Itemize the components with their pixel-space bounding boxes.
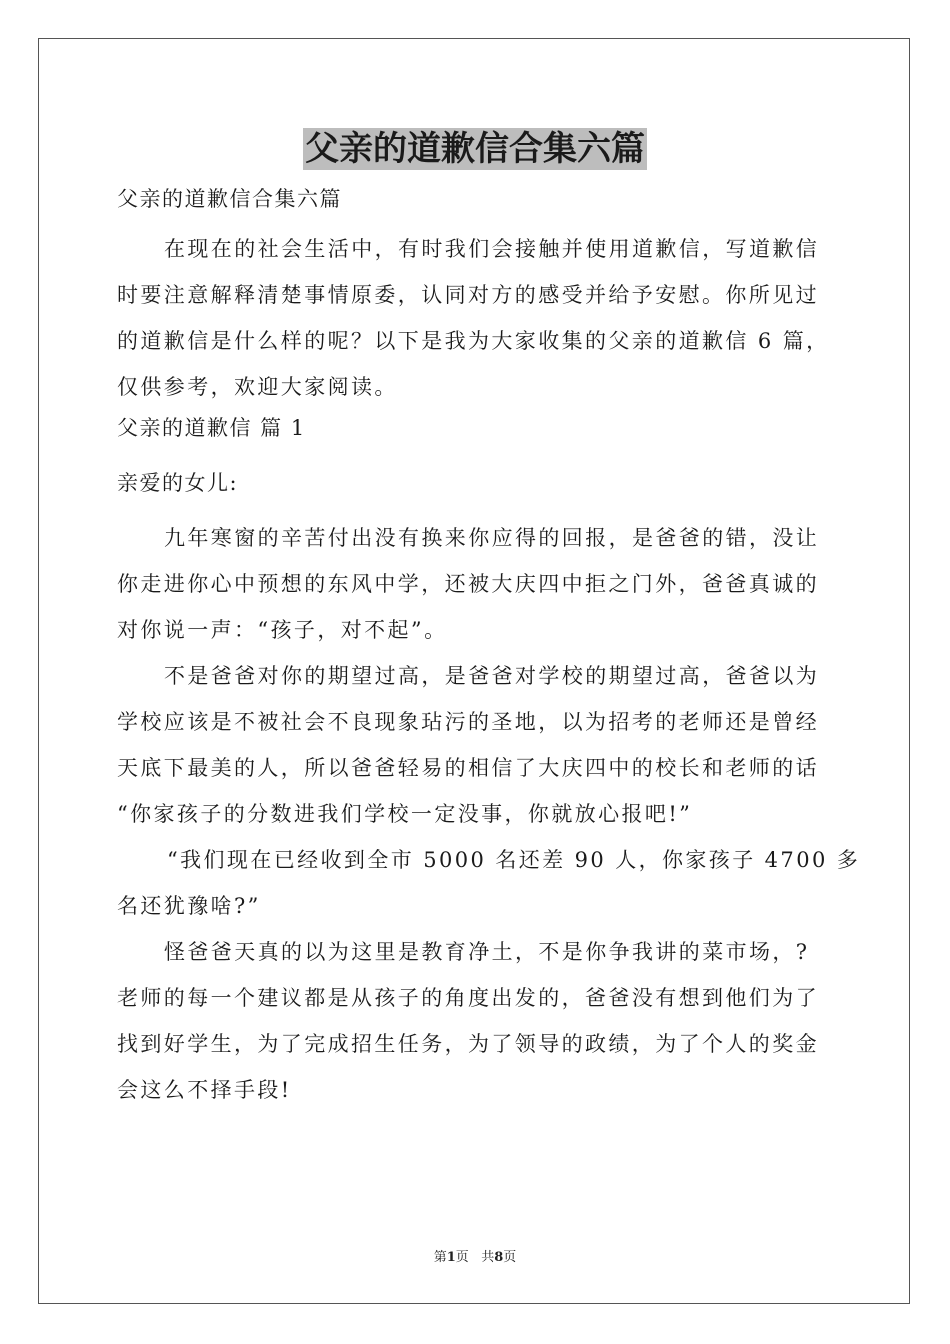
text-line: 找到好学生，为了完成招生任务，为了领导的政绩，为了个人的奖金 xyxy=(117,1032,819,1056)
text-line: 老师的每一个建议都是从孩子的角度出发的，爸爸没有想到他们为了 xyxy=(117,986,819,1010)
text-line: 名还犹豫啥?” xyxy=(117,894,261,918)
text-line: 的道歉信是什么样的呢？以下是我为大家收集的父亲的道歉信 6 篇， xyxy=(117,329,830,353)
page-prefix: 第 xyxy=(433,1250,447,1265)
text-line: 仅供参考，欢迎大家阅读。 xyxy=(117,375,398,399)
page-suffix: 页 xyxy=(455,1250,469,1265)
section-heading: 父亲的道歉信 篇 1 xyxy=(117,416,306,440)
total-pages: 8 xyxy=(494,1250,504,1265)
body-paragraph-4 xyxy=(117,929,835,1113)
text-line: “你家孩子的分数进我们学校一定没事，你就放心报吧!” xyxy=(117,802,693,826)
intro-paragraph xyxy=(117,226,835,410)
text-line: 你走进你心中预想的东风中学，还被大庆四中拒之门外，爸爸真诚的 xyxy=(117,572,819,596)
letter-greeting: 亲爱的女儿: xyxy=(117,471,239,495)
text-line: 学校应该是不被社会不良现象玷污的圣地，以为招考的老师还是曾经 xyxy=(117,710,819,734)
body-paragraph-1 xyxy=(117,515,835,653)
text-line: 天底下最美的人，所以爸爸轻易的相信了大庆四中的校长和老师的话 xyxy=(117,756,819,780)
text-line: 怪爸爸天真的以为这里是教育净土，不是你争我讲的菜市场，? xyxy=(164,940,810,964)
text-line: 时要注意解释清楚事情原委，认同对方的感受并给予安慰。你所见过 xyxy=(117,283,819,307)
body-paragraph-2 xyxy=(117,653,835,837)
text-line: 会这么不择手段! xyxy=(117,1078,292,1102)
document-body xyxy=(117,180,861,1113)
text-line: 九年寒窗的辛苦付出没有换来你应得的回报，是爸爸的错，没让 xyxy=(164,526,820,550)
text-line: 对你说一声：“孩子，对不起”。 xyxy=(117,618,448,642)
text-line: 在现在的社会生活中，有时我们会接触并使用道歉信，写道歉信 xyxy=(164,237,820,261)
document-subtitle: 父亲的道歉信合集六篇 xyxy=(117,187,342,211)
total-prefix: 共 xyxy=(481,1250,495,1265)
page-footer xyxy=(0,1246,950,1265)
document-title: 父亲的道歉信合集六篇 xyxy=(305,129,645,169)
title-area xyxy=(0,128,950,170)
body-paragraph-3 xyxy=(117,837,861,929)
text-line: “我们现在已经收到全市 5000 名还差 90 人，你家孩子 4700 多 xyxy=(167,848,861,872)
text-line: 不是爸爸对你的期望过高，是爸爸对学校的期望过高，爸爸以为 xyxy=(164,664,820,688)
page-number: 1 xyxy=(446,1250,456,1265)
total-suffix: 页 xyxy=(503,1250,517,1265)
